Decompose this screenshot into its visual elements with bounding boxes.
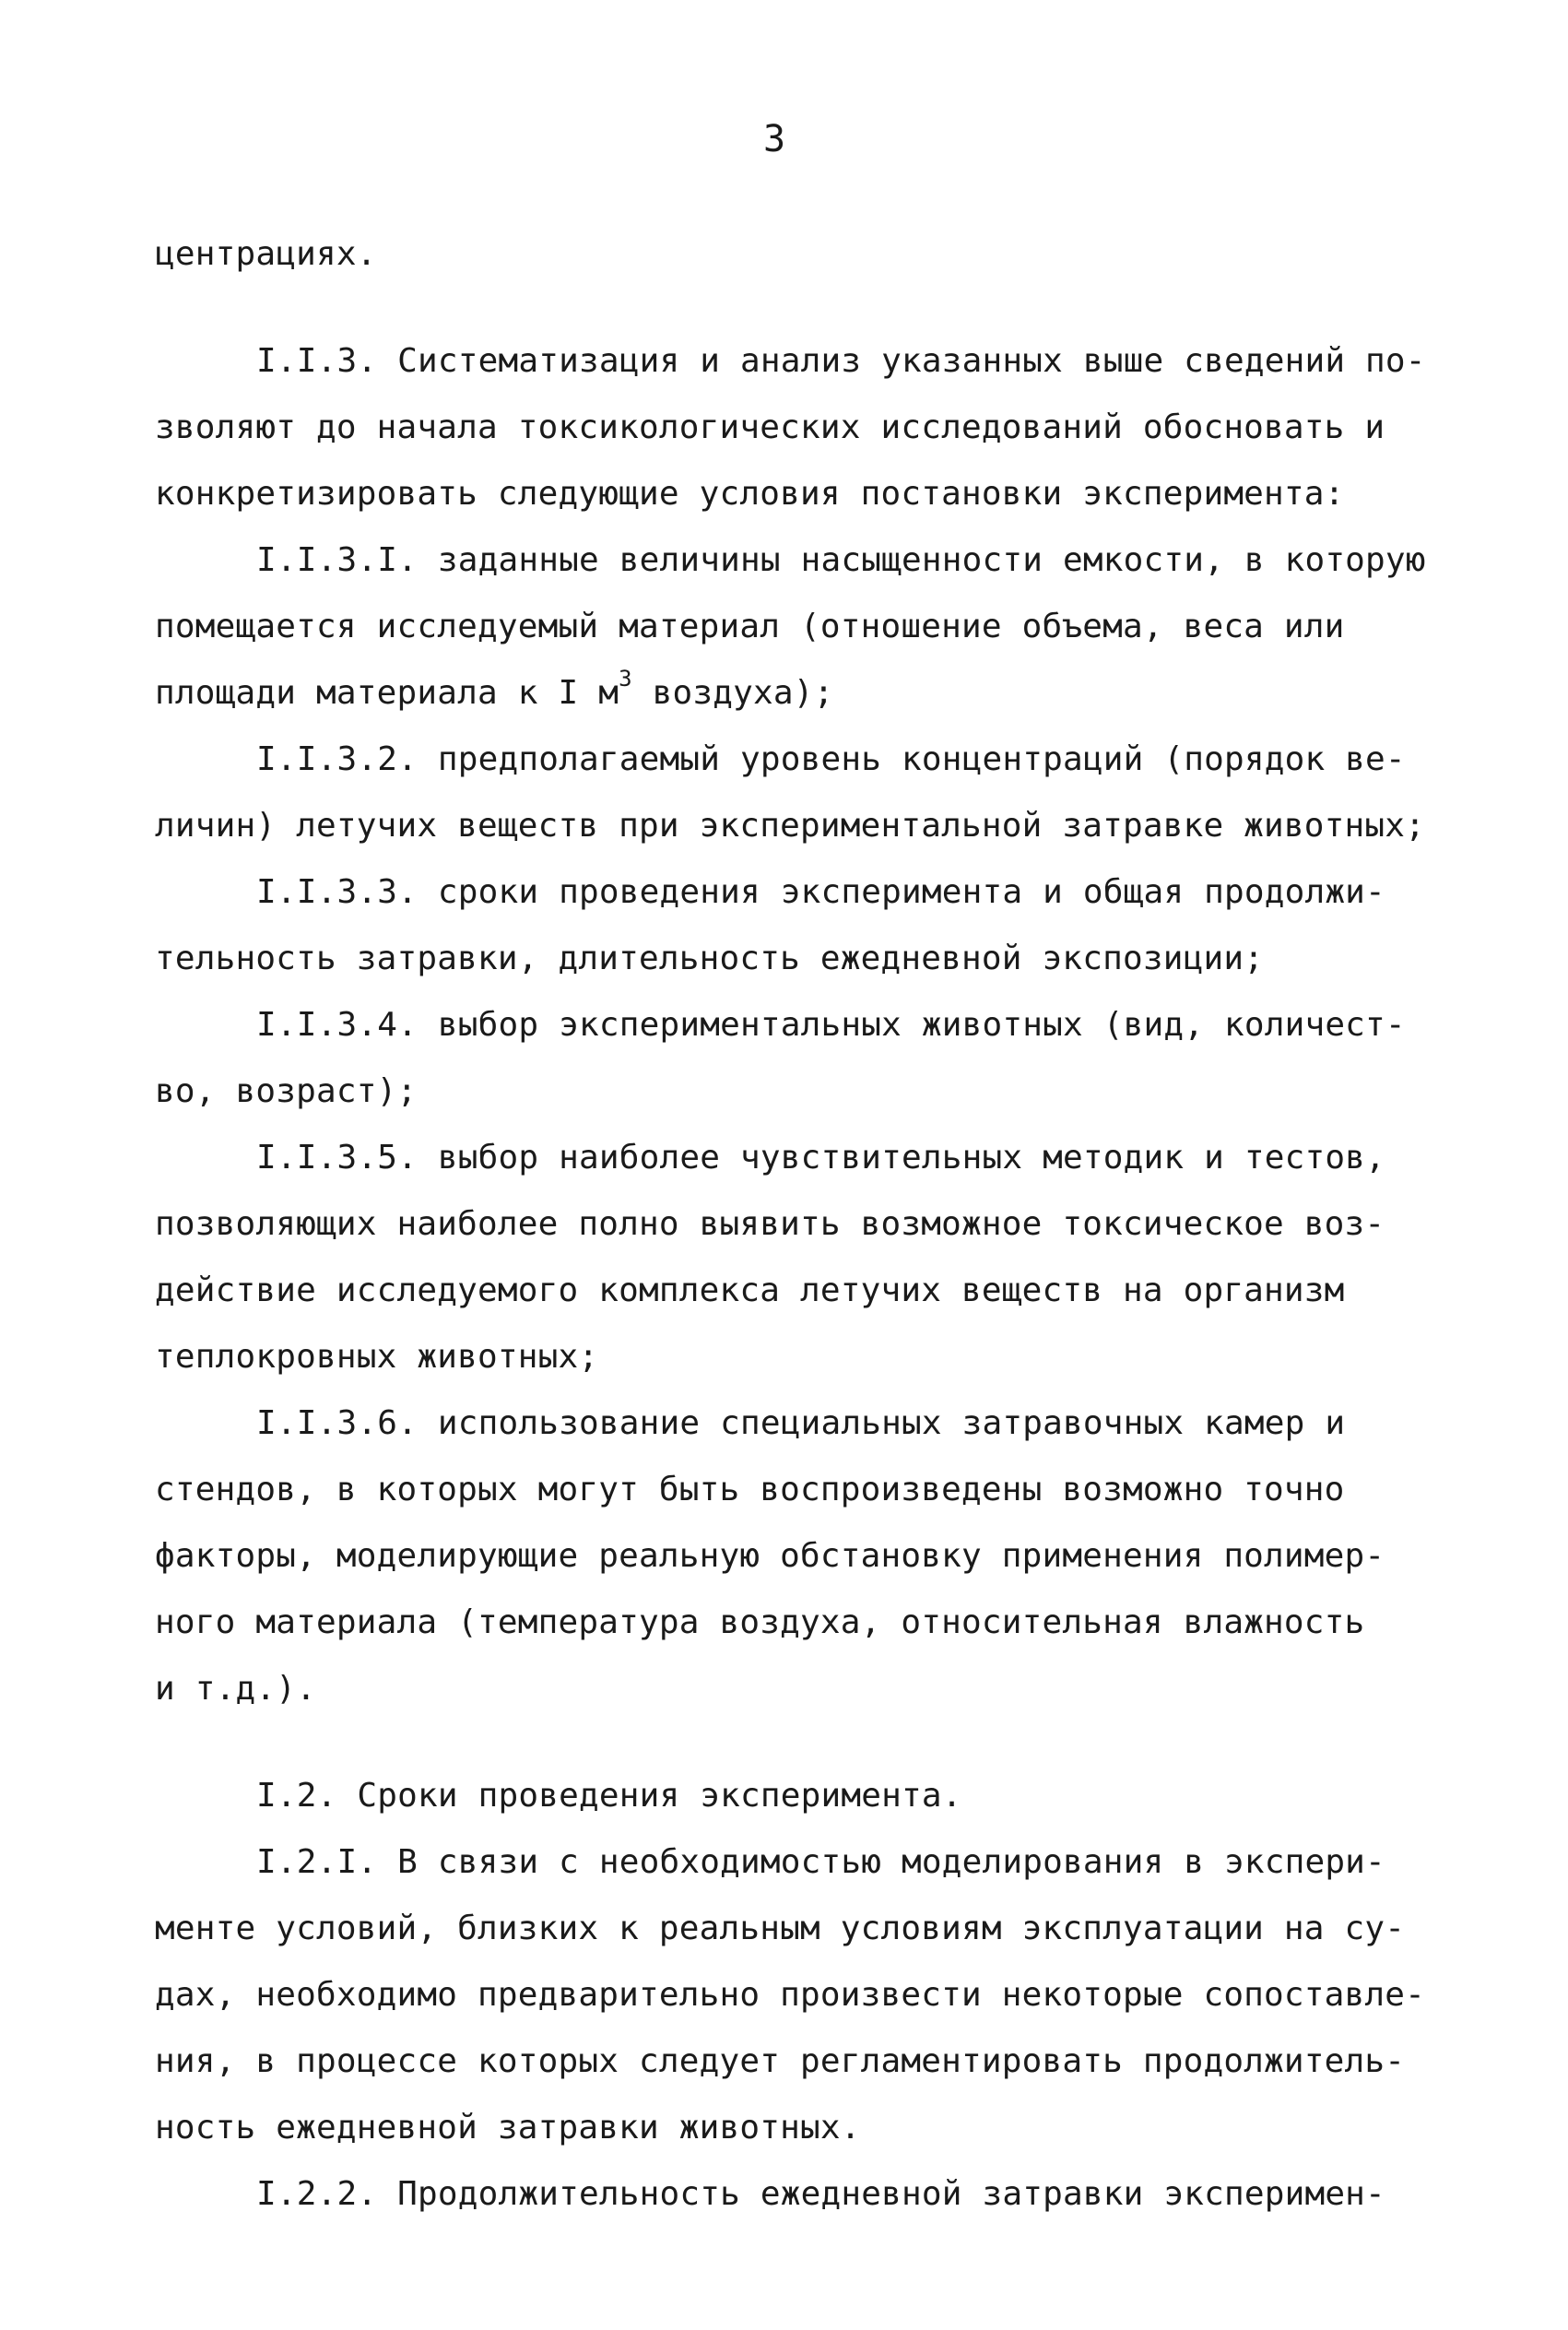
text-line: I.I.3. Систематизация и анализ указанных выше сведений по- — [256, 342, 1426, 380]
text-fragment: площади материала к I м — [155, 674, 619, 712]
document-body — [155, 221, 1464, 2228]
text-line: I.2.2. Продолжительность ежедневной затравки эксперимен- — [256, 2175, 1385, 2213]
text-fragment: воздуха); — [631, 674, 834, 712]
text-line: I.I.3.4. выбор экспериментальных животных (вид, количест- — [256, 1006, 1406, 1044]
text-line: дах, необходимо предварительно произвести некоторые сопоставле- — [155, 1976, 1426, 2014]
text-line: личин) летучих веществ при экспериментальной затравке животных; — [155, 807, 1426, 845]
text-line: конкретизировать следующие условия постановки эксперимента: — [155, 475, 1345, 513]
text-line: менте условий, близких к реальным условиям эксплуатации на су- — [155, 1910, 1406, 1947]
paragraph-gap — [155, 288, 1464, 328]
text-line: I.I.3.5. выбор наиболее чувствительных методик и тестов, — [256, 1139, 1385, 1177]
text-line: ного материала (температура воздуха, относительная влажность — [155, 1603, 1365, 1641]
text-line: зволяют до начала токсикологических исследований обосновать и — [155, 408, 1385, 446]
text-line: факторы, моделирующие реальную обстановку применения полимер- — [155, 1537, 1385, 1575]
text-line: стендов, в которых могут быть воспроизведены возможно точно — [155, 1471, 1345, 1508]
page-number: 3 — [763, 118, 786, 160]
text-line: I.I.3.6. использование специальных затравочных камер и — [256, 1404, 1346, 1442]
text-line: тельность затравки, длительность ежедневной экспозиции; — [155, 940, 1265, 977]
text-line: I.I.3.I. заданные величины насыщенности емкости, в которую — [256, 541, 1426, 579]
text-line: ния, в процессе которых следует регламентировать продолжитель- — [155, 2042, 1406, 2080]
superscript-exponent: 3 — [619, 666, 632, 692]
text-line: центрациях. — [155, 235, 377, 273]
text-line: I.I.3.3. сроки проведения эксперимента и общая продолжи- — [256, 873, 1385, 911]
text-line: помещается исследуемый материал (отношение объема, веса или — [155, 608, 1345, 645]
text-line: I.2.I. В связи с необходимостью моделирования в экспери- — [256, 1843, 1385, 1881]
paragraph-gap — [155, 1722, 1464, 1763]
text-line: теплокровных животных; — [155, 1338, 599, 1376]
text-line: действие исследуемого комплекса летучих веществ на организм — [155, 1271, 1345, 1309]
text-line: I.I.3.2. предполагаемый уровень концентраций (порядок ве- — [256, 740, 1406, 778]
section-heading: I.2. Сроки проведения эксперимента. — [256, 1777, 962, 1815]
text-line: позволяющих наиболее полно выявить возможное токсическое воз- — [155, 1205, 1385, 1243]
text-line: и т.д.). — [155, 1670, 316, 1708]
text-line — [155, 660, 1464, 727]
text-line: ность ежедневной затравки животных. — [155, 2109, 861, 2147]
text-line: во, возраст); — [155, 1072, 418, 1110]
